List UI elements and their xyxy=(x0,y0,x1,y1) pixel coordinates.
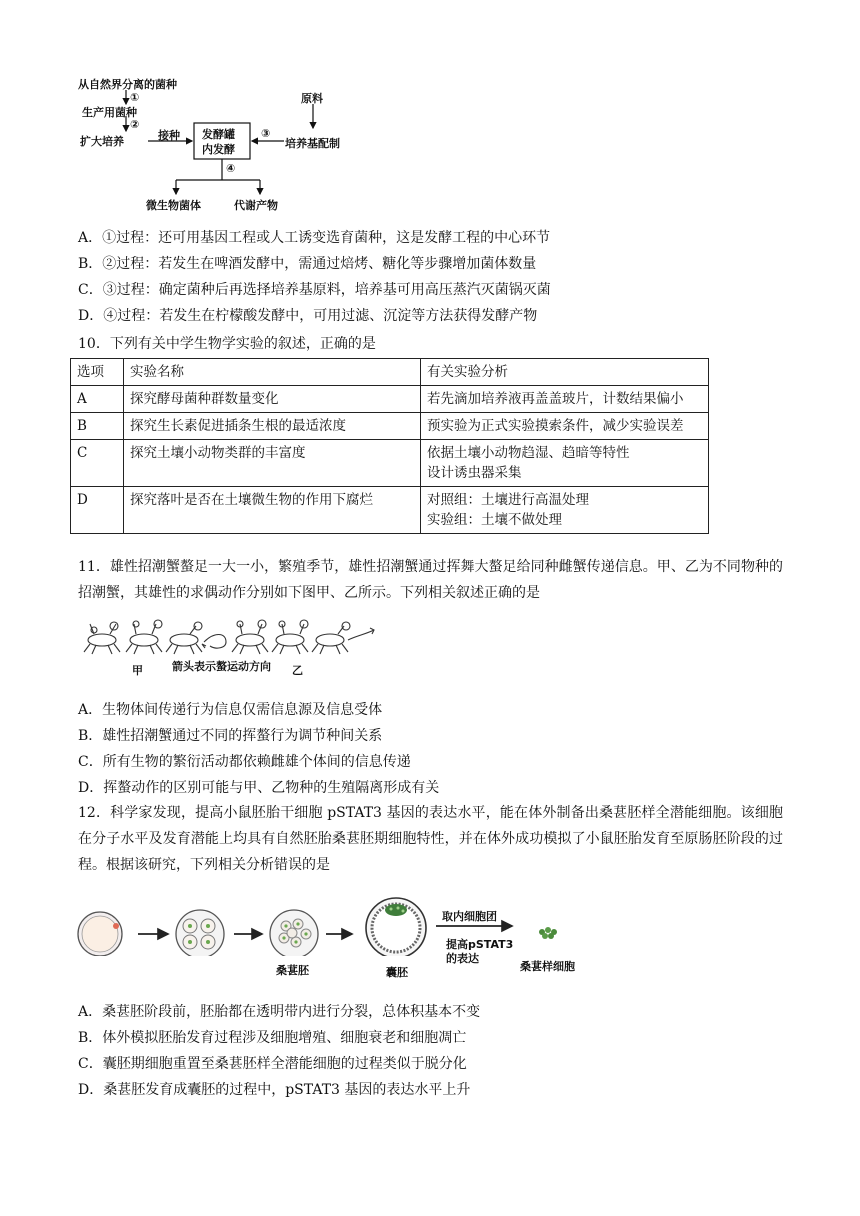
cleavage-embryo-icon xyxy=(176,910,224,956)
arrow-top-label: 取内细胞团 xyxy=(442,910,497,923)
table-row xyxy=(71,440,709,487)
q11-option-b: B．雄性招潮蟹通过不同的挥螯行为调节种间关系 xyxy=(78,728,383,744)
embryo-drawings xyxy=(76,896,596,956)
q11-option-d: D．挥螯动作的区别可能与甲、乙物种的生殖隔离形成有关 xyxy=(78,780,440,796)
crab-a-group xyxy=(84,620,226,654)
row-name: 探究土壤小动物类群的丰富度 xyxy=(124,440,421,487)
arrow-bottom-label-1: 提高pSTAT3 xyxy=(446,938,514,951)
blastocyst-label: 囊胚 xyxy=(386,966,408,979)
row-analysis-line2: 设计诱虫器采集 xyxy=(427,465,522,481)
diagram-source: 从自然界分离的菌种 xyxy=(78,78,177,91)
embryo-figure xyxy=(76,896,596,979)
crab-label-b: 乙 xyxy=(292,664,303,677)
header-name: 实验名称 xyxy=(124,359,421,386)
row-option: A xyxy=(71,386,124,413)
experiment-table xyxy=(70,358,709,534)
q9-option-b: B．②过程：若发生在啤酒发酵中，需通过焙烤、糖化等步骤增加菌体数量 xyxy=(78,256,537,272)
table-row xyxy=(71,413,709,440)
morula-label: 桑葚胚 xyxy=(276,964,309,977)
table-row xyxy=(71,386,709,413)
crab-caption: 箭头表示螯运动方向 xyxy=(172,660,271,673)
crab-figure xyxy=(80,618,380,682)
diagram-products: 代谢产物 xyxy=(234,199,278,212)
q12-option-c: C．囊胚期细胞重置至桑葚胚样全潜能细胞的过程类似于脱分化 xyxy=(78,1056,467,1072)
diagram-production: 生产用菌种 xyxy=(82,106,137,119)
q12-option-b: B．体外模拟胚胎发育过程涉及细胞增殖、细胞衰老和细胞凋亡 xyxy=(78,1030,467,1046)
row-option: B xyxy=(71,413,124,440)
diagram-raw: 原料 xyxy=(301,92,323,105)
row-analysis: 预实验为正式实验摸索条件，减少实验误差 xyxy=(421,413,709,440)
fermentation-diagram xyxy=(78,76,378,216)
diagram-cells: 微生物菌体 xyxy=(146,199,201,212)
q11-option-a: A．生物体间传递行为信息仅需信息源及信息受体 xyxy=(78,702,383,718)
row-analysis xyxy=(421,440,709,487)
q10-stem: 10．下列有关中学生物学实验的叙述，正确的是 xyxy=(78,336,376,352)
diagram-step2: ② xyxy=(130,118,140,131)
diagram-medium: 培养基配制 xyxy=(285,137,340,150)
table-header-row xyxy=(71,359,709,386)
q11-stem: 11．雄性招潮蟹螯足一大一小，繁殖季节，雄性招潮蟹通过挥舞大螯足给同种雌蟹传递信息。甲、乙为不同物种的招潮蟹，其雄性的求偶动作分别如下图甲、乙所示。下列相关叙述正确的是 xyxy=(78,559,783,601)
diagram-tank-line1: 发酵罐 xyxy=(202,128,235,141)
row-analysis xyxy=(421,487,709,534)
q9-option-a: A．①过程：还可用基因工程或人工诱变选育菌种，这是发酵工程的中心环节 xyxy=(78,230,551,246)
row-option: C xyxy=(71,440,124,487)
header-analysis: 有关实验分析 xyxy=(421,359,709,386)
row-analysis-line2: 实验组：土壤不做处理 xyxy=(427,512,562,528)
table-row xyxy=(71,487,709,534)
q9-option-d: D．④过程：若发生在柠檬酸发酵中，可用过滤、沉淀等方法获得发酵产物 xyxy=(78,308,538,324)
row-analysis-line1: 依据土壤小动物趋湿、趋暗等特性 xyxy=(427,445,630,461)
row-analysis: 若先滴加培养液再盖盖玻片，计数结果偏小 xyxy=(421,386,709,413)
result-label: 桑葚样细胞 xyxy=(520,960,575,973)
q12-option-a: A．桑葚胚阶段前，胚胎都在透明带内进行分裂，总体积基本不变 xyxy=(78,1004,481,1020)
crab-label-a: 甲 xyxy=(132,664,143,677)
diagram-step3: ③ xyxy=(261,127,271,140)
row-name: 探究落叶是否在土壤微生物的作用下腐烂 xyxy=(124,487,421,534)
q11-option-c: C．所有生物的繁衍活动都依赖雌雄个体间的信息传递 xyxy=(78,754,411,770)
q12-stem: 12．科学家发现，提高小鼠胚胎干细胞 pSTAT3 基因的表达水平，能在体外制备出桑葚胚样全潜能细胞。该细胞在分子水平及发育潜能上均具有自然胚胎桑葚胚期细胞特性，并在体外成功模拟了小鼠胚胎发育至原肠胚阶段的过程。根据该研究，下列相关分析错误的是 xyxy=(78,805,783,873)
diagram-inoculate: 接种 xyxy=(158,129,180,142)
crab-drawings xyxy=(80,618,380,658)
diagram-expand: 扩大培养 xyxy=(80,135,124,148)
row-name: 探究酵母菌种群数量变化 xyxy=(124,386,421,413)
diagram-step4: ④ xyxy=(226,162,236,175)
row-analysis-line1: 对照组：土壤进行高温处理 xyxy=(427,492,589,508)
diagram-step1: ① xyxy=(130,91,140,104)
arrow-bottom-label-2: 的表达 xyxy=(446,952,479,965)
q12-option-d: D．桑葚胚发育成囊胚的过程中，pSTAT3 基因的表达水平上升 xyxy=(78,1082,471,1098)
row-option: D xyxy=(71,487,124,534)
crab-b-group xyxy=(232,620,374,654)
morula-like-cells-icon xyxy=(539,927,557,939)
q9-option-c: C．③过程：确定菌种后再选择培养基原料，培养基可用高压蒸汽灭菌锅灭菌 xyxy=(78,282,551,298)
header-option: 选项 xyxy=(71,359,124,386)
row-name: 探究生长素促进插条生根的最适浓度 xyxy=(124,413,421,440)
diagram-tank-line2: 内发酵 xyxy=(202,143,235,156)
